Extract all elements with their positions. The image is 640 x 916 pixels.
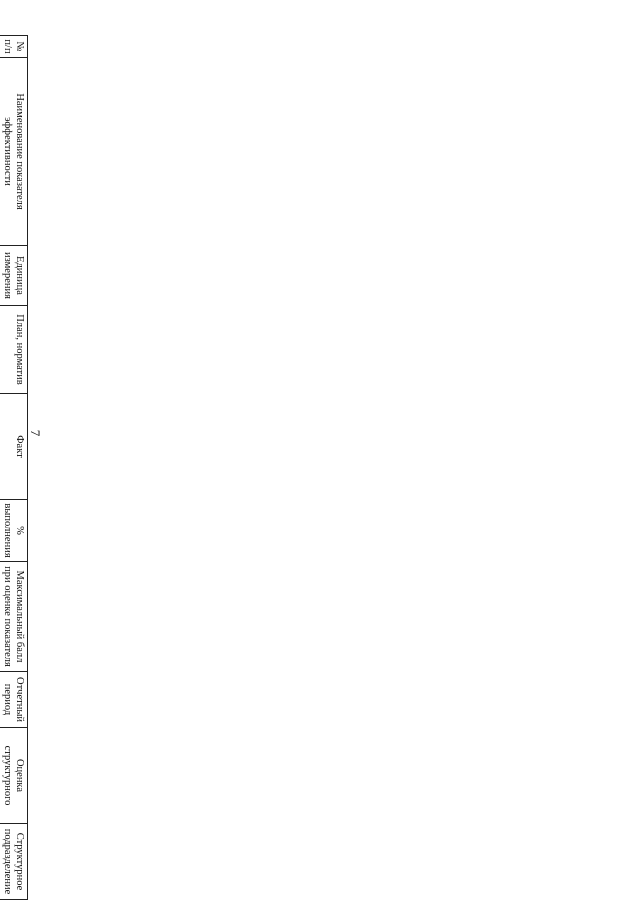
header-num: № п/п [0, 36, 28, 58]
header-score: Оценка структурного [0, 728, 28, 824]
header-percent: % выполнения [0, 500, 28, 562]
header-name: Наименование показателя эффективности [0, 58, 28, 246]
header-row [0, 36, 28, 900]
rotated-table-wrapper [0, 35, 28, 899]
header-max-score: Максимальный балл при оценке показателя [0, 562, 28, 672]
header-department: Структурное подразделение [0, 824, 28, 900]
page-number: 7 [28, 429, 43, 437]
header-unit: Единица измерения [0, 246, 28, 306]
header-fact: Факт [0, 394, 28, 500]
efficiency-indicators-table [0, 35, 28, 900]
header-period: Отчетный период [0, 672, 28, 728]
header-plan: План, норматив [0, 306, 28, 394]
